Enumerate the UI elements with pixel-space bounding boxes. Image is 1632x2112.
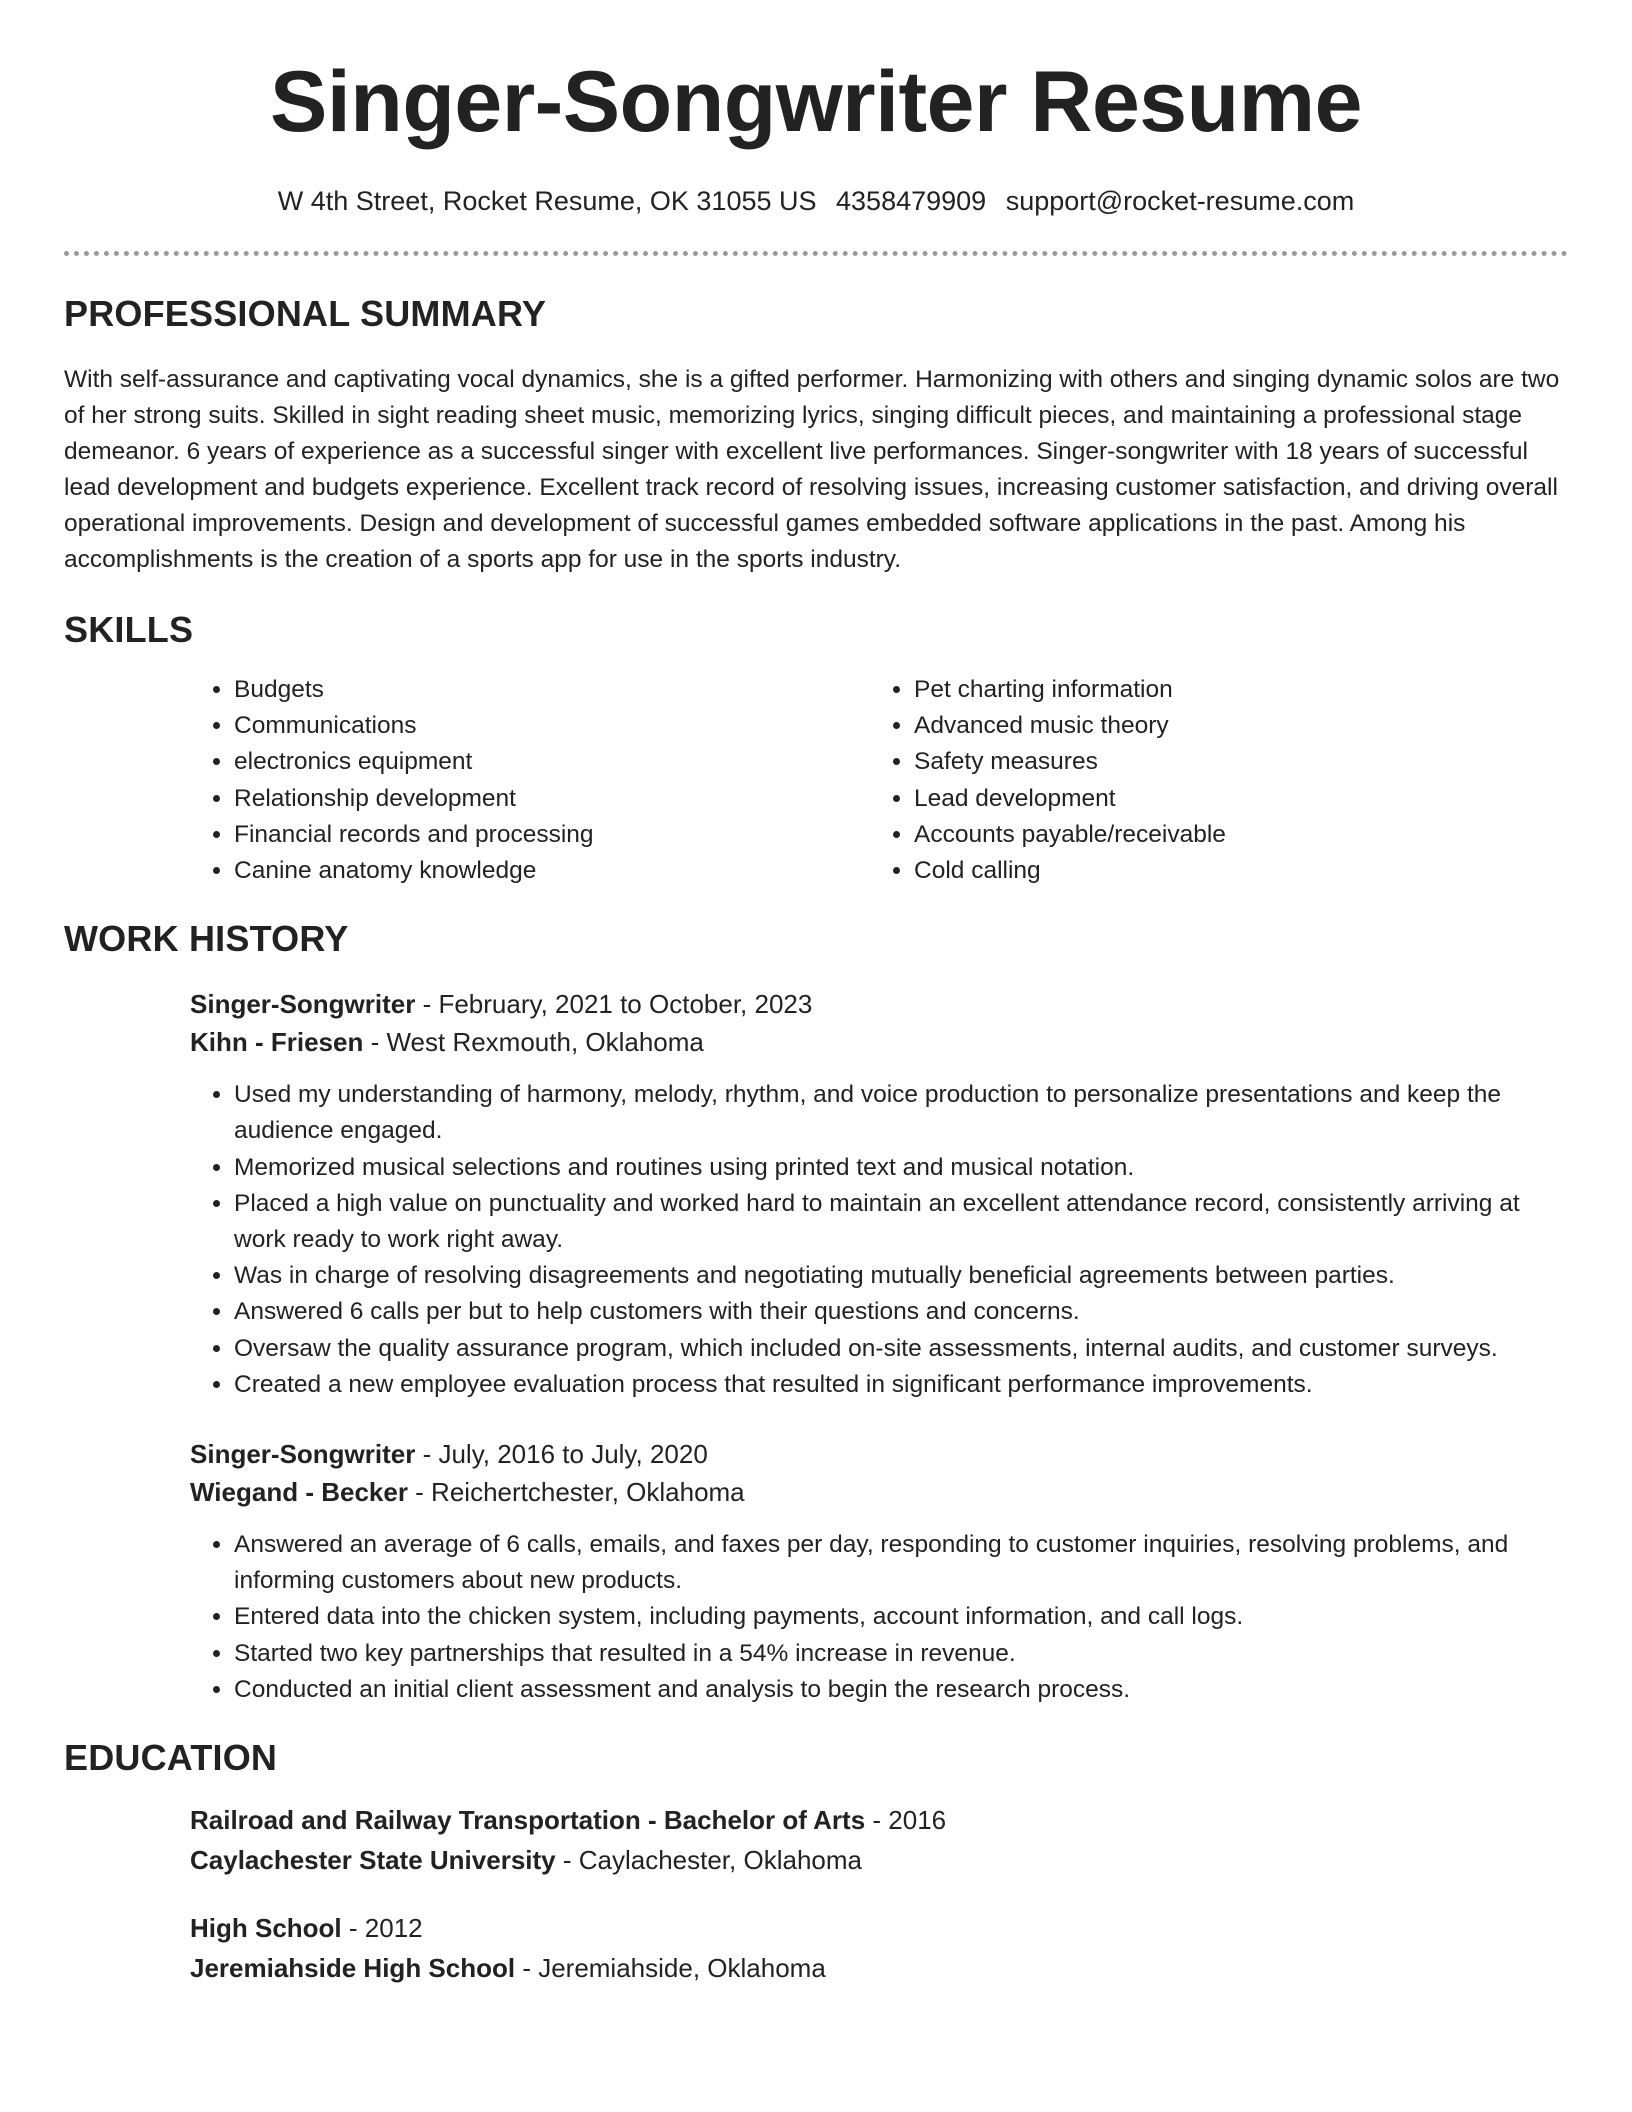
skill-item: • electronics equipment xyxy=(234,744,870,780)
job-dates: - July, 2016 to July, 2020 xyxy=(415,1439,708,1470)
skills-list-left xyxy=(190,672,870,889)
education-year: - 2012 xyxy=(341,1913,423,1944)
job-company: Wiegand - Becker xyxy=(190,1477,408,1508)
contact-line xyxy=(64,184,1568,218)
job-dates: - February, 2021 to October, 2023 xyxy=(415,989,813,1020)
skill-item: • Financial records and processing xyxy=(234,817,870,853)
header-divider xyxy=(64,251,1568,256)
skill-item: • Budgets xyxy=(234,672,870,708)
job-bullets xyxy=(190,1077,1568,1403)
education-section xyxy=(64,1736,1568,1988)
summary-text: With self-assurance and captivating vocal dynamics, she is a gifted performer. Harmonizing with others and singing dynamic solos are two of her strong suits. Skilled in sight reading sheet music, memorizing lyrics, singing difficult pieces, and maintaining a professional stage demeanor. 6 years of experience as a successful singer with excellent live performances. Singer-songwriter with 18 years of successful lead development and budgets experience. Excellent track record of resolving issues, increasing customer satisfaction, and driving overall operational improvements. Design and development of successful games embedded software applications in the past. Among his accomplishments is the creation of a sports app for use in the sports industry. xyxy=(64,366,1560,573)
education-degree: High School xyxy=(190,1913,342,1944)
education-degree: Railroad and Railway Transportation - Bachelor of Arts xyxy=(190,1805,866,1836)
education-entry xyxy=(190,1800,1568,1880)
education-school-line xyxy=(190,1948,1568,1988)
job-bullets xyxy=(190,1527,1568,1708)
job-title-line xyxy=(190,1435,1568,1473)
skills-list-right xyxy=(870,672,1474,889)
work-heading: WORK HISTORY xyxy=(64,918,349,960)
education-degree-line xyxy=(190,1908,1568,1948)
education-school: Caylachester State University xyxy=(190,1845,556,1876)
job-bullet: • Started two key partnerships that resulted in a 54% increase in revenue. xyxy=(234,1636,1568,1672)
education-degree-line xyxy=(190,1800,1568,1840)
job-title: Singer-Songwriter xyxy=(190,1439,416,1470)
job-bullet: • Conducted an initial client assessment and analysis to begin the research process. xyxy=(234,1672,1568,1708)
summary-section xyxy=(64,292,1568,578)
contact-email: support@rocket-resume.com xyxy=(1005,186,1355,216)
skill-item: • Advanced music theory xyxy=(914,708,1474,744)
education-school-line xyxy=(190,1840,1568,1880)
job-company: Kihn - Friesen xyxy=(190,1027,364,1058)
job-bullet: • Was in charge of resolving disagreements and negotiating mutually beneficial agreements between parties. xyxy=(234,1258,1568,1294)
skill-item: • Canine anatomy knowledge xyxy=(234,853,870,889)
education-location: - Jeremiahside, Oklahoma xyxy=(515,1953,826,1984)
job-location: - Reichertchester, Oklahoma xyxy=(407,1477,745,1508)
job-entry xyxy=(190,1435,1568,1708)
skill-item: • Accounts payable/receivable xyxy=(914,817,1474,853)
skill-item: • Cold calling xyxy=(914,853,1474,889)
contact-phone: 4358479909 xyxy=(836,186,987,216)
skills-heading: SKILLS xyxy=(64,609,194,650)
skill-item: • Safety measures xyxy=(914,744,1474,780)
job-location: - West Rexmouth, Oklahoma xyxy=(363,1027,704,1058)
resume-title: Singer-Songwriter Resume xyxy=(270,54,1362,150)
job-bullet: • Entered data into the chicken system, including payments, account information, and call logs. xyxy=(234,1599,1568,1635)
work-section xyxy=(64,917,1568,1708)
job-bullet: • Used my understanding of harmony, melody, rhythm, and voice production to personalize presentations and keep the audience engaged. xyxy=(234,1077,1568,1149)
job-bullet: • Created a new employee evaluation process that resulted in significant performance improvements. xyxy=(234,1367,1568,1403)
skill-item: • Pet charting information xyxy=(914,672,1474,708)
skills-section xyxy=(64,608,1568,889)
education-school: Jeremiahside High School xyxy=(190,1953,516,1984)
job-bullet: • Answered 6 calls per but to help customers with their questions and concerns. xyxy=(234,1294,1568,1330)
skill-item: • Lead development xyxy=(914,781,1474,817)
job-bullet: • Answered an average of 6 calls, emails, and faxes per day, responding to customer inquiries, resolving problems, and informing customers about new products. xyxy=(234,1527,1568,1599)
summary-heading: PROFESSIONAL SUMMARY xyxy=(64,293,547,334)
job-title: Singer-Songwriter xyxy=(190,989,416,1020)
contact-address: W 4th Street, Rocket Resume, OK 31055 US xyxy=(277,186,817,216)
education-year: - 2016 xyxy=(865,1805,947,1836)
job-bullet: • Oversaw the quality assurance program, which included on-site assessments, internal audits, and customer surveys. xyxy=(234,1331,1568,1367)
skill-item: • Communications xyxy=(234,708,870,744)
education-entry xyxy=(190,1908,1568,1988)
job-entry xyxy=(190,985,1568,1403)
job-title-line xyxy=(190,985,1568,1023)
job-bullet: • Placed a high value on punctuality and worked hard to maintain an excellent attendance record, consistently arriving at work ready to work right away. xyxy=(234,1186,1568,1258)
job-bullet: • Memorized musical selections and routines using printed text and musical notation. xyxy=(234,1150,1568,1186)
skill-item: • Relationship development xyxy=(234,781,870,817)
skills-columns xyxy=(190,672,1568,889)
job-company-line xyxy=(190,1023,1568,1061)
education-heading: EDUCATION xyxy=(64,1737,278,1779)
education-location: - Caylachester, Oklahoma xyxy=(555,1845,862,1876)
job-company-line xyxy=(190,1473,1568,1511)
